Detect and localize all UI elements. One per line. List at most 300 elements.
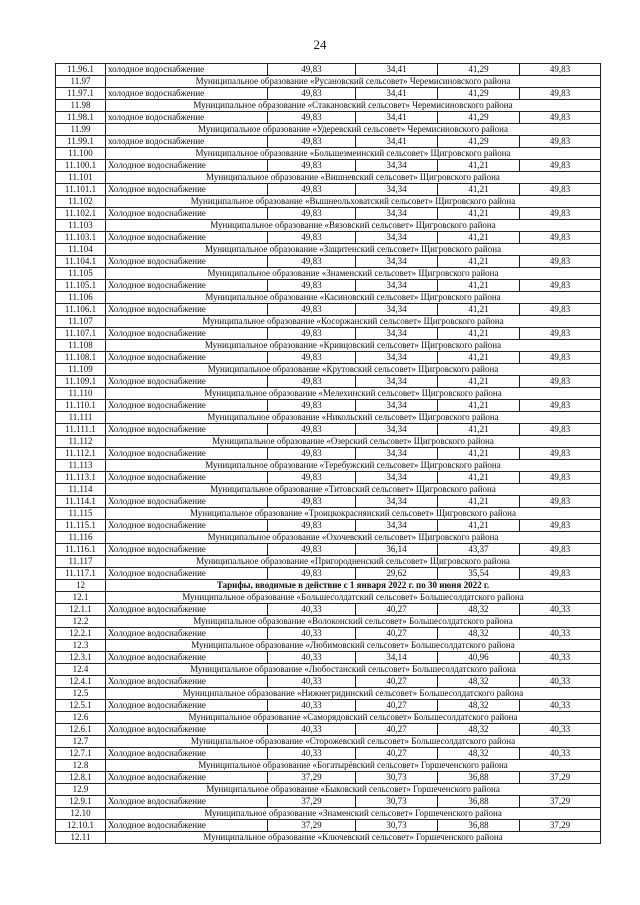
tariff-value: 49,83 xyxy=(520,448,601,460)
municipality-title: Муниципальное образование «Саморядовский сельсовет» Большесолдатского района xyxy=(106,712,601,724)
municipality-title: Муниципальное образование «Сторожевский сельсовет» Большесолдатского района xyxy=(106,736,601,748)
municipality-row xyxy=(56,484,601,496)
service-name: Холодное водоснабжение xyxy=(106,748,268,760)
tariff-value: 49,83 xyxy=(520,352,601,364)
service-name: Холодное водоснабжение xyxy=(106,568,268,580)
tariff-value: 41,21 xyxy=(438,520,520,532)
tariff-row xyxy=(56,400,601,412)
tariff-value: 40,27 xyxy=(356,700,438,712)
tariff-value: 41,21 xyxy=(438,184,520,196)
municipality-title: Муниципальное образование «Богатырёвский сельсовет» Горшеченского района xyxy=(106,760,601,772)
row-number: 12.9 xyxy=(56,784,106,796)
service-name: Холодное водоснабжение xyxy=(106,772,268,784)
municipality-row xyxy=(56,148,601,160)
row-number: 11.112.1 xyxy=(56,448,106,460)
tariff-row xyxy=(56,748,601,760)
tariff-value: 34,34 xyxy=(356,472,438,484)
municipality-title: Муниципальное образование «Кривцовский сельсовет» Щигровского района xyxy=(106,340,601,352)
tariff-row xyxy=(56,652,601,664)
tariff-row xyxy=(56,376,601,388)
service-name: Холодное водоснабжение xyxy=(106,280,268,292)
row-number: 12.11 xyxy=(56,832,106,844)
row-number: 11.101 xyxy=(56,172,106,184)
tariff-value: 40,27 xyxy=(356,748,438,760)
tariff-value: 49,83 xyxy=(268,496,356,508)
tariff-value: 49,83 xyxy=(520,232,601,244)
tariff-value: 41,21 xyxy=(438,352,520,364)
row-number: 11.97.1 xyxy=(56,88,106,100)
row-number: 11.115.1 xyxy=(56,520,106,532)
service-name: Холодное водоснабжение xyxy=(106,400,268,412)
tariff-value: 34,34 xyxy=(356,376,438,388)
service-name: холодное водоснабжение xyxy=(106,88,268,100)
tariff-value: 48,32 xyxy=(438,724,520,736)
municipality-row xyxy=(56,220,601,232)
municipality-title: Муниципальное образование «Большесолдатский сельсовет» Большесолдатского района xyxy=(106,592,601,604)
tariff-value: 40,33 xyxy=(520,604,601,616)
tariff-value: 37,29 xyxy=(520,820,601,832)
tariff-row xyxy=(56,544,601,556)
tariff-value: 29,62 xyxy=(356,568,438,580)
tariff-row xyxy=(56,112,601,124)
tariff-row xyxy=(56,448,601,460)
municipality-row xyxy=(56,736,601,748)
tariff-value: 36,88 xyxy=(438,796,520,808)
municipality-title: Муниципальное образование «Стакановский сельсовет» Черемисиновского района xyxy=(106,100,601,112)
tariff-value: 34,34 xyxy=(356,232,438,244)
tariff-value: 40,33 xyxy=(520,748,601,760)
row-number: 11.112 xyxy=(56,436,106,448)
municipality-title: Муниципальное образование «Вишневский сельсовет» Щигровского района xyxy=(106,172,601,184)
municipality-row xyxy=(56,616,601,628)
municipality-row xyxy=(56,292,601,304)
tariff-value: 40,33 xyxy=(520,628,601,640)
tariff-value: 49,83 xyxy=(268,160,356,172)
row-number: 12.3.1 xyxy=(56,652,106,664)
tariff-value: 41,21 xyxy=(438,472,520,484)
tariff-value: 49,83 xyxy=(268,64,356,76)
row-number: 11.108 xyxy=(56,340,106,352)
tariff-row xyxy=(56,256,601,268)
row-number: 11.107 xyxy=(56,316,106,328)
row-number: 12.7 xyxy=(56,736,106,748)
row-number: 11.113 xyxy=(56,460,106,472)
municipality-title: Муниципальное образование «Теребужский сельсовет» Щигровского района xyxy=(106,460,601,472)
service-name: Холодное водоснабжение xyxy=(106,184,268,196)
tariff-value: 34,34 xyxy=(356,352,438,364)
tariff-value: 40,33 xyxy=(268,628,356,640)
tariff-value: 37,29 xyxy=(520,772,601,784)
tariff-value: 49,83 xyxy=(520,472,601,484)
row-number: 12.5.1 xyxy=(56,700,106,712)
tariff-value: 34,34 xyxy=(356,256,438,268)
tariff-value: 36,14 xyxy=(356,544,438,556)
municipality-title: Муниципальное образование «Мелехинский сельсовет» Щигровского района xyxy=(106,388,601,400)
municipality-title: Муниципальное образование «Вязовский сельсовет» Щигровского района xyxy=(106,220,601,232)
tariff-row xyxy=(56,304,601,316)
tariff-value: 34,41 xyxy=(356,136,438,148)
tariff-value: 49,83 xyxy=(268,304,356,316)
row-number: 11.108.1 xyxy=(56,352,106,364)
row-number: 11.113.1 xyxy=(56,472,106,484)
row-number: 11.110.1 xyxy=(56,400,106,412)
municipality-title: Муниципальное образование «Озерский сельсовет» Щигровского района xyxy=(106,436,601,448)
tariff-value: 34,34 xyxy=(356,448,438,460)
tariff-value: 49,83 xyxy=(268,280,356,292)
municipality-row xyxy=(56,760,601,772)
municipality-row xyxy=(56,688,601,700)
row-number: 11.117 xyxy=(56,556,106,568)
row-number: 12.8.1 xyxy=(56,772,106,784)
row-number: 11.100.1 xyxy=(56,160,106,172)
service-name: Холодное водоснабжение xyxy=(106,472,268,484)
tariff-row xyxy=(56,820,601,832)
municipality-title: Муниципальное образование «Волоконский сельсовет» Большесолдатского района xyxy=(106,616,601,628)
row-number: 12.8 xyxy=(56,760,106,772)
service-name: Холодное водоснабжение xyxy=(106,496,268,508)
tariff-value: 40,27 xyxy=(356,724,438,736)
tariff-value: 49,83 xyxy=(520,112,601,124)
tariff-value: 49,83 xyxy=(520,184,601,196)
tariff-value: 41,21 xyxy=(438,160,520,172)
row-number: 11.110 xyxy=(56,388,106,400)
tariff-value: 49,83 xyxy=(268,424,356,436)
tariff-value: 41,21 xyxy=(438,448,520,460)
tariff-row xyxy=(56,424,601,436)
row-number: 11.99.1 xyxy=(56,136,106,148)
municipality-title: Муниципальное образование «Знаменский сельсовет» Щигровского района xyxy=(106,268,601,280)
tariff-value: 49,83 xyxy=(268,208,356,220)
tariff-value: 36,88 xyxy=(438,772,520,784)
tariff-value: 34,41 xyxy=(356,88,438,100)
tariff-value: 48,32 xyxy=(438,748,520,760)
row-number: 11.107.1 xyxy=(56,328,106,340)
tariff-value: 49,83 xyxy=(520,280,601,292)
municipality-title: Муниципальное образование «Удеревский сельсовет» Черемисиновского района xyxy=(106,124,601,136)
municipality-row xyxy=(56,100,601,112)
tariff-value: 41,29 xyxy=(438,88,520,100)
service-name: Холодное водоснабжение xyxy=(106,208,268,220)
row-number: 12 xyxy=(56,580,106,592)
tariff-row xyxy=(56,232,601,244)
service-name: Холодное водоснабжение xyxy=(106,256,268,268)
municipality-row xyxy=(56,532,601,544)
row-number: 11.111.1 xyxy=(56,424,106,436)
row-number: 11.103 xyxy=(56,220,106,232)
tariff-value: 41,21 xyxy=(438,424,520,436)
municipality-title: Муниципальное образование «Большезмеинский сельсовет» Щигровского района xyxy=(106,148,601,160)
tariff-value: 41,21 xyxy=(438,256,520,268)
municipality-row xyxy=(56,832,601,844)
row-number: 11.96.1 xyxy=(56,64,106,76)
row-number: 12.10.1 xyxy=(56,820,106,832)
tariff-value: 34,34 xyxy=(356,424,438,436)
tariff-value: 34,41 xyxy=(356,112,438,124)
tariff-value: 40,27 xyxy=(356,604,438,616)
tariff-row xyxy=(56,280,601,292)
municipality-title: Муниципальное образование «Косоржанский сельсовет» Щигровского района xyxy=(106,316,601,328)
tariff-value: 40,33 xyxy=(268,724,356,736)
tariff-value: 49,83 xyxy=(268,472,356,484)
municipality-row xyxy=(56,388,601,400)
municipality-row xyxy=(56,196,601,208)
tariff-row xyxy=(56,136,601,148)
service-name: Холодное водоснабжение xyxy=(106,604,268,616)
tariff-row xyxy=(56,772,601,784)
service-name: Холодное водоснабжение xyxy=(106,304,268,316)
tariff-value: 49,83 xyxy=(268,328,356,340)
tariff-row xyxy=(56,520,601,532)
tariff-value: 40,33 xyxy=(268,700,356,712)
row-number: 11.104 xyxy=(56,244,106,256)
tariff-value: 49,83 xyxy=(268,520,356,532)
service-name: Холодное водоснабжение xyxy=(106,796,268,808)
tariff-value: 49,83 xyxy=(268,232,356,244)
tariff-value: 49,83 xyxy=(268,376,356,388)
row-number: 12.9.1 xyxy=(56,796,106,808)
tariff-value: 34,34 xyxy=(356,400,438,412)
tariff-value: 34,34 xyxy=(356,184,438,196)
municipality-row xyxy=(56,784,601,796)
municipality-title: Муниципальное образование «Вышнеольховатский сельсовет» Щигровского района xyxy=(106,196,601,208)
municipality-title: Муниципальное образование «Титовский сельсовет» Щигровского района xyxy=(106,484,601,496)
tariff-value: 49,83 xyxy=(520,424,601,436)
municipality-row xyxy=(56,460,601,472)
row-number: 11.101.1 xyxy=(56,184,106,196)
row-number: 11.116.1 xyxy=(56,544,106,556)
row-number: 12.7.1 xyxy=(56,748,106,760)
tariff-value: 48,32 xyxy=(438,604,520,616)
service-name: Холодное водоснабжение xyxy=(106,232,268,244)
municipality-row xyxy=(56,712,601,724)
municipality-title: Муниципальное образование «Пригородненский сельсовет» Щигровского района xyxy=(106,556,601,568)
tariff-value: 49,83 xyxy=(268,136,356,148)
row-number: 12.1.1 xyxy=(56,604,106,616)
row-number: 11.105.1 xyxy=(56,280,106,292)
tariff-value: 36,88 xyxy=(438,820,520,832)
row-number: 12.10 xyxy=(56,808,106,820)
municipality-title: Муниципальное образование «Русановский сельсовет» Черемисиновского района xyxy=(106,76,601,88)
tariff-value: 49,83 xyxy=(268,352,356,364)
page-number: 24 xyxy=(313,37,327,52)
tariff-value: 49,83 xyxy=(520,208,601,220)
municipality-title: Муниципальное образование «Знаменский сельсовет» Горшеченского района xyxy=(106,808,601,820)
municipality-row xyxy=(56,592,601,604)
row-number: 11.104.1 xyxy=(56,256,106,268)
municipality-title: Муниципальное образование «Любостанский сельсовет» Большесолдатского района xyxy=(106,664,601,676)
tariff-value: 30,73 xyxy=(356,772,438,784)
service-name: Холодное водоснабжение xyxy=(106,676,268,688)
municipality-row xyxy=(56,172,601,184)
tariff-value: 40,33 xyxy=(520,676,601,688)
tariff-row xyxy=(56,604,601,616)
tariff-row xyxy=(56,88,601,100)
row-number: 11.109.1 xyxy=(56,376,106,388)
municipality-row xyxy=(56,244,601,256)
tariff-value: 40,33 xyxy=(268,676,356,688)
service-name: Холодное водоснабжение xyxy=(106,820,268,832)
tariff-value: 41,21 xyxy=(438,496,520,508)
tariff-value: 34,34 xyxy=(356,208,438,220)
tariff-value: 49,83 xyxy=(520,256,601,268)
tariff-value: 37,29 xyxy=(520,796,601,808)
service-name: Холодное водоснабжение xyxy=(106,520,268,532)
tariff-value: 34,34 xyxy=(356,280,438,292)
tariff-value: 40,33 xyxy=(268,748,356,760)
section-title: Тарифы, вводимые в действие с 1 января 2022 г. по 30 июня 2022 г. xyxy=(106,580,601,592)
tariff-value: 49,83 xyxy=(520,496,601,508)
municipality-row xyxy=(56,640,601,652)
service-name: холодное водоснабжение xyxy=(106,112,268,124)
tariff-value: 43,37 xyxy=(438,544,520,556)
tariff-value: 34,34 xyxy=(356,496,438,508)
municipality-title: Муниципальное образование «Защитенский сельсовет» Щигровского района xyxy=(106,244,601,256)
municipality-row xyxy=(56,76,601,88)
tariff-value: 48,32 xyxy=(438,700,520,712)
municipality-title: Муниципальное образование «Быковский сельсовет» Горшеченского района xyxy=(106,784,601,796)
tariff-table xyxy=(55,63,601,844)
tariff-row xyxy=(56,628,601,640)
tariff-value: 49,83 xyxy=(268,256,356,268)
tariff-value: 49,83 xyxy=(520,376,601,388)
tariff-value: 41,21 xyxy=(438,280,520,292)
row-number: 11.106.1 xyxy=(56,304,106,316)
tariff-value: 30,73 xyxy=(356,796,438,808)
service-name: Холодное водоснабжение xyxy=(106,448,268,460)
tariff-value: 40,33 xyxy=(268,652,356,664)
tariff-value: 49,83 xyxy=(520,304,601,316)
row-number: 11.98.1 xyxy=(56,112,106,124)
row-number: 12.6.1 xyxy=(56,724,106,736)
row-number: 12.4.1 xyxy=(56,676,106,688)
municipality-row xyxy=(56,436,601,448)
municipality-title: Муниципальное образование «Касиновский сельсовет» Щигровского района xyxy=(106,292,601,304)
tariff-row xyxy=(56,796,601,808)
tariff-row xyxy=(56,160,601,172)
service-name: Холодное водоснабжение xyxy=(106,544,268,556)
tariff-value: 49,83 xyxy=(520,328,601,340)
service-name: Холодное водоснабжение xyxy=(106,724,268,736)
municipality-title: Муниципальное образование «Никольский сельсовет» Щигровского района xyxy=(106,412,601,424)
tariff-row xyxy=(56,472,601,484)
tariff-row xyxy=(56,184,601,196)
row-number: 11.114 xyxy=(56,484,106,496)
municipality-title: Муниципальное образование «Троицкокраснянский сельсовет» Щигровского района xyxy=(106,508,601,520)
tariff-value: 40,33 xyxy=(520,652,601,664)
row-number: 11.102.1 xyxy=(56,208,106,220)
row-number: 11.98 xyxy=(56,100,106,112)
tariff-value: 49,83 xyxy=(268,544,356,556)
row-number: 12.3 xyxy=(56,640,106,652)
tariff-value: 40,27 xyxy=(356,676,438,688)
municipality-row xyxy=(56,556,601,568)
municipality-row xyxy=(56,808,601,820)
municipality-title: Муниципальное образование «Ключевский сельсовет» Горшеченского района xyxy=(106,832,601,844)
row-number: 11.103.1 xyxy=(56,232,106,244)
row-number: 11.116 xyxy=(56,532,106,544)
tariff-value: 48,32 xyxy=(438,628,520,640)
tariff-value: 48,32 xyxy=(438,676,520,688)
tariff-row xyxy=(56,700,601,712)
municipality-row xyxy=(56,412,601,424)
tariff-value: 49,83 xyxy=(268,112,356,124)
service-name: Холодное водоснабжение xyxy=(106,700,268,712)
tariff-row xyxy=(56,352,601,364)
municipality-title: Муниципальное образование «Нижнегридинский сельсовет» Большесолдатского района xyxy=(106,688,601,700)
tariff-value: 34,34 xyxy=(356,520,438,532)
row-number: 12.4 xyxy=(56,664,106,676)
tariff-value: 34,34 xyxy=(356,304,438,316)
tariff-value: 37,29 xyxy=(268,796,356,808)
tariff-value: 40,96 xyxy=(438,652,520,664)
municipality-row xyxy=(56,316,601,328)
tariff-value: 34,41 xyxy=(356,64,438,76)
row-number: 12.5 xyxy=(56,688,106,700)
row-number: 12.2 xyxy=(56,616,106,628)
row-number: 11.102 xyxy=(56,196,106,208)
tariff-value: 49,83 xyxy=(520,160,601,172)
tariff-value: 40,33 xyxy=(268,604,356,616)
row-number: 11.114.1 xyxy=(56,496,106,508)
service-name: Холодное водоснабжение xyxy=(106,652,268,664)
section-row xyxy=(56,580,601,592)
row-number: 11.105 xyxy=(56,268,106,280)
tariff-value: 40,33 xyxy=(520,700,601,712)
municipality-row xyxy=(56,508,601,520)
municipality-row xyxy=(56,340,601,352)
municipality-row xyxy=(56,124,601,136)
tariff-value: 41,21 xyxy=(438,232,520,244)
row-number: 12.1 xyxy=(56,592,106,604)
row-number: 11.109 xyxy=(56,364,106,376)
tariff-value: 41,21 xyxy=(438,376,520,388)
tariff-value: 49,83 xyxy=(520,520,601,532)
row-number: 12.2.1 xyxy=(56,628,106,640)
tariff-table-body xyxy=(56,64,601,844)
row-number: 11.117.1 xyxy=(56,568,106,580)
tariff-value: 49,83 xyxy=(268,568,356,580)
municipality-row xyxy=(56,364,601,376)
row-number: 11.106 xyxy=(56,292,106,304)
service-name: Холодное водоснабжение xyxy=(106,628,268,640)
tariff-value: 41,21 xyxy=(438,400,520,412)
tariff-value: 41,29 xyxy=(438,112,520,124)
municipality-title: Муниципальное образование «Крутовский сельсовет» Щигровского района xyxy=(106,364,601,376)
tariff-value: 49,83 xyxy=(268,400,356,412)
tariff-row xyxy=(56,64,601,76)
tariff-value: 40,27 xyxy=(356,628,438,640)
tariff-value: 49,83 xyxy=(268,184,356,196)
municipality-row xyxy=(56,664,601,676)
tariff-value: 49,83 xyxy=(520,136,601,148)
row-number: 12.6 xyxy=(56,712,106,724)
tariff-value: 41,29 xyxy=(438,136,520,148)
tariff-value: 41,29 xyxy=(438,64,520,76)
service-name: Холодное водоснабжение xyxy=(106,160,268,172)
tariff-row xyxy=(56,676,601,688)
tariff-value: 41,21 xyxy=(438,304,520,316)
tariff-value: 49,83 xyxy=(520,544,601,556)
tariff-value: 49,83 xyxy=(520,568,601,580)
tariff-value: 49,83 xyxy=(520,88,601,100)
tariff-value: 34,14 xyxy=(356,652,438,664)
tariff-value: 30,73 xyxy=(356,820,438,832)
service-name: холодное водоснабжение xyxy=(106,64,268,76)
tariff-value: 37,29 xyxy=(268,772,356,784)
service-name: холодное водоснабжение xyxy=(106,136,268,148)
row-number: 11.100 xyxy=(56,148,106,160)
tariff-row xyxy=(56,328,601,340)
